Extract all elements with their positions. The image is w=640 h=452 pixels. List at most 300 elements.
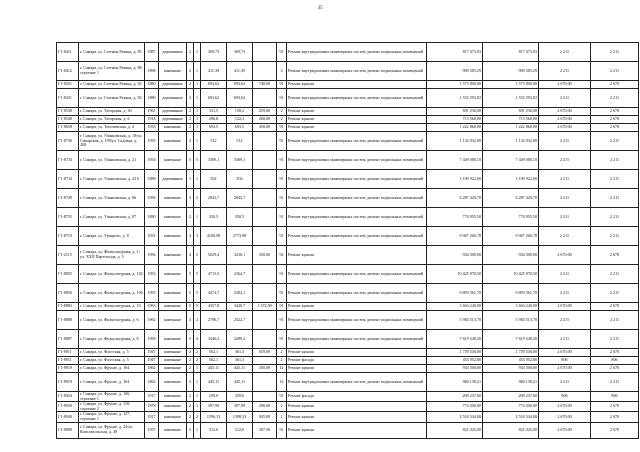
cell-total-area: 445,11: [201, 365, 227, 373]
cell-unit-cost: 806: [539, 392, 591, 402]
cell-total-area: 2843,7: [201, 189, 227, 208]
cell-share: 307,50: [253, 422, 277, 438]
cell-total-area: 4474,7: [201, 284, 227, 303]
cell-year: 1878: [145, 402, 159, 412]
cell-cost-total: 1 132 032,00: [427, 132, 483, 151]
cell-year: 1953: [145, 265, 159, 284]
cell-id: Г1-8855: [57, 265, 79, 284]
cell-cost-fund: 774 300,00: [483, 402, 539, 412]
cell-material: каменные: [159, 62, 187, 81]
cell-work-type: Ремонт внутридомовых инженерных систем, ремонт подвальных помещений: [287, 170, 427, 189]
cell-material: каменные: [159, 311, 187, 330]
cell-cost-total: 821 025,00: [427, 422, 483, 438]
cell-address: г. Самара, ул. Фрунзе, д. 104: [79, 373, 145, 392]
cell-total-area: 562,1: [201, 349, 227, 357]
cell-material: каменные: [159, 402, 187, 412]
cell-id: Г1-8882: [57, 303, 79, 311]
cell-share: 740,00: [253, 81, 277, 89]
cell-unit-cost: 2 211: [539, 208, 591, 227]
cell-cost-fund: 817 473,03: [483, 43, 539, 62]
cell-floors: 2: [187, 357, 194, 365]
cell-cost-fund: 1 533 593,82: [483, 89, 539, 108]
cell-cost-fund: 1 759 530,00: [483, 349, 539, 357]
cell-cost-total: 934 500,00: [427, 365, 483, 373]
cell-address: г. Самара, ул. Флотская, д. 5: [79, 357, 145, 365]
cell-year: 1956: [145, 246, 159, 265]
cell-sections: 2: [194, 357, 201, 365]
cell-work-type: Ремонт крыши: [287, 303, 427, 311]
cell-unit-cost: 2 670,00: [539, 402, 591, 412]
cell-id: Г1-8733: [57, 151, 79, 170]
cell-total-area: 1596,13: [201, 412, 227, 422]
cell-code: 91: [277, 227, 287, 246]
cell-address: г. Самара, ул. Фрунзе, д. 24/ул. Комсомольская, д. 49: [79, 422, 145, 438]
cell-code: 91: [277, 330, 287, 349]
cell-limit-cost: 2 211: [591, 227, 639, 246]
cell-share: [253, 151, 277, 170]
cell-year: 1880: [145, 208, 159, 227]
cell-address: г. Самара, ул. Ульяновская, д. 66: [79, 189, 145, 208]
cell-limit-cost: 2 211: [591, 89, 639, 108]
cell-living-area: 693,62: [227, 89, 253, 108]
cell-limit-cost: 2 211: [591, 151, 639, 170]
cell-sections: 1: [194, 170, 201, 189]
cell-year: 1917: [145, 412, 159, 422]
cell-address: г. Самара, ул. Степана Разина, д. 92: [79, 81, 145, 89]
cell-unit-cost: 2 211: [539, 43, 591, 62]
cell-unit-cost: 2 670,00: [539, 81, 591, 89]
cell-material: каменные: [159, 365, 187, 373]
cell-living-area: 2382,1: [227, 284, 253, 303]
cell-year: 1956: [145, 189, 159, 208]
cell-total-area: 2706,7: [201, 311, 227, 330]
cell-address: г. Самара, ул. Физкультурная, д. 8: [79, 330, 145, 349]
table-row: [57, 227, 639, 246]
cell-sections: 3: [194, 227, 201, 246]
cell-sections: 5: [194, 151, 201, 170]
cell-address: г. Самара, ул. Урицкого, д. 8: [79, 227, 145, 246]
cell-living-area: 361,3: [227, 357, 253, 365]
cell-unit-cost: 2 670,00: [539, 108, 591, 116]
cell-cost-total: 9 067 266,78: [427, 227, 483, 246]
cell-floors: 2: [187, 412, 194, 422]
cell-material: каменные: [159, 265, 187, 284]
cell-code: 91: [277, 265, 287, 284]
cell-cost-total: 984 138,21: [427, 373, 483, 392]
cell-address: г. Самара, ул. Татарская, д. 6: [79, 116, 145, 124]
cell-work-type: Ремонт фасада: [287, 357, 427, 365]
cell-share: [253, 265, 277, 284]
cell-code: 91: [277, 392, 287, 402]
cell-cost-fund: 774 955,50: [483, 208, 539, 227]
cell-share: [253, 227, 277, 246]
cell-sections: 1: [194, 402, 201, 412]
cell-year: 1935: [145, 132, 159, 151]
cell-unit-cost: 2 211: [539, 62, 591, 81]
cell-cost-fund: 9 893 561,70: [483, 284, 539, 303]
cell-sections: 1: [194, 208, 201, 227]
cell-year: 1961: [145, 108, 159, 116]
cell-cost-total: 1 575 800,00: [427, 81, 483, 89]
cell-work-type: Ремонт внутридомовых инженерных систем, ремонт подвальных помещений: [287, 132, 427, 151]
cell-material: каменные: [159, 392, 187, 402]
cell-share: 268,00: [253, 116, 277, 124]
cell-cost-total: 1 533 593,82: [427, 89, 483, 108]
cell-unit-cost: 2 211: [539, 330, 591, 349]
cell-code: 12: [277, 365, 287, 373]
cell-unit-cost: 2 211: [539, 170, 591, 189]
cell-total-area: 3369,1: [201, 151, 227, 170]
table-row: [57, 124, 639, 132]
cell-share: 1 372,00: [253, 303, 277, 311]
cell-total-area: 331,5: [201, 108, 227, 116]
cell-limit-cost: 2 211: [591, 330, 639, 349]
cell-floors: 2: [187, 402, 194, 412]
cell-share: [253, 373, 277, 392]
cell-cost-total: 934 500,00: [427, 246, 483, 265]
cell-code: 91: [277, 170, 287, 189]
cell-id: Г1-8856: [57, 284, 79, 303]
cell-living-area: 2522,7: [227, 311, 253, 330]
cell-living-area: 3289,2: [227, 330, 253, 349]
cell-code: 91: [277, 132, 287, 151]
table-row: [57, 81, 639, 89]
cell-sections: 5: [194, 303, 201, 311]
cell-cost-fund: 453 052,80: [483, 357, 539, 365]
cell-limit-cost: 2 211: [591, 265, 639, 284]
cell-sections: 1: [194, 422, 201, 438]
cell-sections: 2: [194, 189, 201, 208]
cell-total-area: 4357,8: [201, 303, 227, 311]
cell-floors: 2: [187, 62, 194, 81]
cell-cost-total: 2 518 344,00: [427, 412, 483, 422]
cell-work-type: Ремонт крыши: [287, 124, 427, 132]
cell-material: деревянные: [159, 43, 187, 62]
cell-living-area: 397,99: [227, 402, 253, 412]
cell-cost-fund: 1 575 800,00: [483, 81, 539, 89]
cell-work-type: Ремонт крыши: [287, 422, 427, 438]
cell-work-type: Ремонт внутридомовых инженерных систем, ремонт подвальных помещений: [287, 151, 427, 170]
cell-address: г. Самара, ул. Татарская, д. 30: [79, 108, 145, 116]
cell-total-area: 512: [201, 132, 227, 151]
cell-cost-total: 7 449 080,10: [427, 151, 483, 170]
cell-material: деревянные: [159, 108, 187, 116]
cell-id: Г1-8980: [57, 422, 79, 438]
cell-material: каменные: [159, 373, 187, 392]
cell-living-area: 693,5: [227, 124, 253, 132]
cell-code: 2: [277, 412, 287, 422]
cell-work-type: Ремонт фасада: [287, 392, 427, 402]
cell-total-area: 4715,5: [201, 265, 227, 284]
cell-living-area: 2773,98: [227, 227, 253, 246]
cell-total-area: 562,1: [201, 357, 227, 365]
cell-cost-fund: 9 067 266,78: [483, 227, 539, 246]
cell-year: 1914: [145, 116, 159, 124]
table-row: [57, 284, 639, 303]
cell-material: деревянные: [159, 81, 187, 89]
cell-sections: 1: [194, 81, 201, 89]
cell-floors: 2: [187, 373, 194, 392]
cell-cost-fund: 984 138,21: [483, 373, 539, 392]
cell-material: деревянные: [159, 170, 187, 189]
cell-cost-fund: 7 449 080,10: [483, 151, 539, 170]
cell-cost-fund: 7 619 548,20: [483, 330, 539, 349]
cell-id: Г1-8749: [57, 189, 79, 208]
cell-cost-fund: 909 585,29: [483, 62, 539, 81]
cell-floors: 2: [187, 81, 194, 89]
cell-id: Г1-2115: [57, 246, 79, 265]
cell-id: Г1-8431: [57, 89, 79, 108]
cell-id: Г1-8658: [57, 124, 79, 132]
cell-cost-fund: 3 663 240,00: [483, 303, 539, 311]
table-row: [57, 246, 639, 265]
cell-floors: 2: [187, 124, 194, 132]
cell-floors: 2: [187, 116, 194, 124]
cell-living-area: 2364,7: [227, 265, 253, 284]
cell-floors: 4: [187, 227, 194, 246]
table-row: [57, 349, 639, 357]
cell-sections: 1: [194, 62, 201, 81]
cell-limit-cost: 2 211: [591, 132, 639, 151]
cell-living-area: 361,3: [227, 349, 253, 357]
cell-address: г. Самара, ул. Степана Разина, д. 85: [79, 43, 145, 62]
cell-cost-fund: 821 025,00: [483, 422, 539, 438]
cell-sections: 1: [194, 365, 201, 373]
cell-address: г. Самара, ул. Ульяновская, д. 87: [79, 208, 145, 227]
cell-cost-total: 9 893 561,70: [427, 284, 483, 303]
cell-year: 1887: [145, 43, 159, 62]
cell-work-type: Ремонт крыши: [287, 116, 427, 124]
cell-cost-total: 1 222 860,00: [427, 124, 483, 132]
cell-limit-cost: 2 670: [591, 412, 639, 422]
cell-id: Г1-8940: [57, 412, 79, 422]
cell-year: 1889: [145, 170, 159, 189]
cell-code: 91: [277, 151, 287, 170]
cell-limit-cost: 2 211: [591, 189, 639, 208]
cell-share: [253, 189, 277, 208]
cell-share: [253, 132, 277, 151]
table-row: [57, 89, 639, 108]
cell-cost-total: 909 585,29: [427, 62, 483, 81]
cell-id: Г1-8887: [57, 330, 79, 349]
cell-code: 91: [277, 284, 287, 303]
cell-sections: 2: [194, 349, 201, 357]
cell-work-type: Ремонт крыши: [287, 365, 427, 373]
cell-unit-cost: 2 670,00: [539, 303, 591, 311]
table-row: [57, 373, 639, 392]
cell-year: 1937: [145, 422, 159, 438]
cell-unit-cost: 2 670,00: [539, 422, 591, 438]
cell-sections: 2: [194, 311, 201, 330]
table-row: [57, 412, 639, 422]
cell-sections: 5: [194, 265, 201, 284]
cell-id: Г1-8911: [57, 349, 79, 357]
cell-id: Г1-8888: [57, 311, 79, 330]
cell-material: каменные: [159, 227, 187, 246]
cell-total-area: 411,39: [201, 62, 227, 81]
cell-cost-fund: 10 425 970,50: [483, 265, 539, 284]
cell-material: каменные: [159, 208, 187, 227]
cell-cost-fund: 6 287 420,70: [483, 189, 539, 208]
cell-living-area: 512: [227, 132, 253, 151]
cell-sections: 1: [194, 392, 201, 402]
cell-cost-fund: 934 500,00: [483, 246, 539, 265]
repair-program-table: [56, 42, 639, 439]
cell-living-area: 3420,7: [227, 303, 253, 311]
cell-share: [253, 392, 277, 402]
cell-total-area: 3446,2: [201, 330, 227, 349]
cell-address: г. Самара, ул. Флотская, д. 5: [79, 349, 145, 357]
cell-limit-cost: 2 670: [591, 81, 639, 89]
cell-limit-cost: 2 670: [591, 246, 639, 265]
cell-unit-cost: 2 211: [539, 151, 591, 170]
cell-year: 1962: [145, 311, 159, 330]
cell-share: 259,00: [253, 108, 277, 116]
cell-cost-total: 774 300,00: [427, 402, 483, 412]
cell-total-area: 693,62: [201, 81, 227, 89]
cell-year: 1963: [145, 303, 159, 311]
cell-floors: 3: [187, 311, 194, 330]
cell-unit-cost: 2 670,00: [539, 412, 591, 422]
cell-living-area: 350,5: [227, 208, 253, 227]
table-row: [57, 62, 639, 81]
cell-code: 2: [277, 349, 287, 357]
cell-material: каменные: [159, 303, 187, 311]
cell-work-type: Ремонт внутридомовых инженерных систем, ремонт подвальных помещений: [287, 227, 427, 246]
cell-sections: 1: [194, 108, 201, 116]
cell-cost-total: 691 530,00: [427, 108, 483, 116]
cell-total-area: 502: [201, 170, 227, 189]
cell-year: 1933: [145, 124, 159, 132]
cell-sections: 1: [194, 43, 201, 62]
cell-code: 91: [277, 422, 287, 438]
cell-year: 1934: [145, 151, 159, 170]
cell-cost-fund: 209 237,60: [483, 392, 539, 402]
cell-limit-cost: 2 211: [591, 43, 639, 62]
cell-material: деревянные: [159, 116, 187, 124]
cell-year: 1880: [145, 81, 159, 89]
cell-living-area: 411,39: [227, 62, 253, 81]
cell-material: каменные: [159, 189, 187, 208]
cell-code: 91: [277, 89, 287, 108]
cell-living-area: 445,11: [227, 373, 253, 392]
cell-code: 91: [277, 43, 287, 62]
cell-material: каменные: [159, 132, 187, 151]
cell-cost-fund: 2 518 344,00: [483, 412, 539, 422]
cell-work-type: Ремонт крыши: [287, 412, 427, 422]
cell-id: Г1-8919: [57, 365, 79, 373]
cell-work-type: Ремонт внутридомовых инженерных систем, ремонт подвальных помещений: [287, 311, 427, 330]
table-row: [57, 208, 639, 227]
cell-living-area: 369,73: [227, 43, 253, 62]
cell-cost-total: 5 984 513,70: [427, 311, 483, 330]
cell-id: Г1-8548: [57, 116, 79, 124]
table-row: [57, 357, 639, 365]
cell-floors: 2: [187, 365, 194, 373]
table-row: [57, 170, 639, 189]
cell-share: 350,00: [253, 365, 277, 373]
cell-code: 92: [277, 246, 287, 265]
cell-sections: 1: [194, 116, 201, 124]
cell-material: деревянные: [159, 89, 187, 108]
cell-limit-cost: 2 211: [591, 373, 639, 392]
cell-floors: 5: [187, 151, 194, 170]
cell-sections: 4: [194, 330, 201, 349]
table-row: [57, 43, 639, 62]
cell-total-area: 369,73: [201, 43, 227, 62]
cell-cost-fund: 1 132 032,00: [483, 132, 539, 151]
cell-work-type: Ремонт внутридомовых инженерных систем, ремонт подвальных помещений: [287, 373, 427, 392]
cell-floors: 2: [187, 422, 194, 438]
cell-living-area: 2843,7: [227, 189, 253, 208]
cell-year: 1880: [145, 89, 159, 108]
cell-id: Г1-8734: [57, 170, 79, 189]
cell-share: [253, 170, 277, 189]
table-row: [57, 422, 639, 438]
cell-limit-cost: 2 211: [591, 170, 639, 189]
cell-id: Г1-8719: [57, 227, 79, 246]
cell-year: 1862: [145, 373, 159, 392]
cell-limit-cost: 2 670: [591, 124, 639, 132]
cell-unit-cost: 2 670,00: [539, 246, 591, 265]
cell-floors: 4: [187, 132, 194, 151]
cell-material: каменные: [159, 124, 187, 132]
cell-work-type: Ремонт крыши: [287, 402, 427, 412]
cell-sections: 5: [194, 246, 201, 265]
cell-address: г. Самара, ул. Степана Разина, д. 88, строение 1: [79, 62, 145, 81]
cell-share: [253, 208, 277, 227]
cell-work-type: Ремонт крыши: [287, 349, 427, 357]
page-number: 35: [317, 6, 323, 11]
cell-work-type: Ремонт внутридомовых инженерных систем, ремонт подвальных помещений: [287, 89, 427, 108]
cell-total-area: 350,5: [201, 208, 227, 227]
cell-total-area: 693,62: [201, 89, 227, 108]
cell-living-area: 122,3: [227, 116, 253, 124]
cell-limit-cost: 806: [591, 392, 639, 402]
cell-living-area: 259,6: [227, 392, 253, 402]
cell-material: каменные: [159, 422, 187, 438]
cell-unit-cost: 2 670,00: [539, 116, 591, 124]
cell-cost-fund: 1 222 860,00: [483, 124, 539, 132]
cell-year: 1955: [145, 284, 159, 303]
cell-floors: 2: [187, 108, 194, 116]
cell-limit-cost: 2 211: [591, 208, 639, 227]
cell-address: г. Самара, ул. Физкультурная, д. 106: [79, 284, 145, 303]
cell-share: [253, 43, 277, 62]
cell-code: 91: [277, 208, 287, 227]
cell-limit-cost: 806: [591, 357, 639, 365]
cell-limit-cost: 2 670: [591, 422, 639, 438]
cell-cost-fund: 5 984 513,70: [483, 311, 539, 330]
cell-address: г. Самара, ул. Физкультурная, д. 33: [79, 303, 145, 311]
cell-address: г. Самара, ул. Физкультурная, д. 6: [79, 311, 145, 330]
cell-year: 1947: [145, 357, 159, 365]
cell-material: каменные: [159, 151, 187, 170]
cell-id: Г1-8911: [57, 357, 79, 365]
cell-share: [253, 357, 277, 365]
cell-total-area: 445,11: [201, 373, 227, 392]
cell-limit-cost: 2 670: [591, 108, 639, 116]
cell-share: 350,00: [253, 246, 277, 265]
table-row: [57, 402, 639, 412]
cell-share: [253, 311, 277, 330]
cell-work-type: Ремонт внутридомовых инженерных систем, ремонт подвальных помещений: [287, 43, 427, 62]
table-row: [57, 116, 639, 124]
cell-id: Г1-8736: [57, 132, 79, 151]
table-row: [57, 151, 639, 170]
cell-share: [253, 89, 277, 108]
cell-id: Г1-8924: [57, 392, 79, 402]
